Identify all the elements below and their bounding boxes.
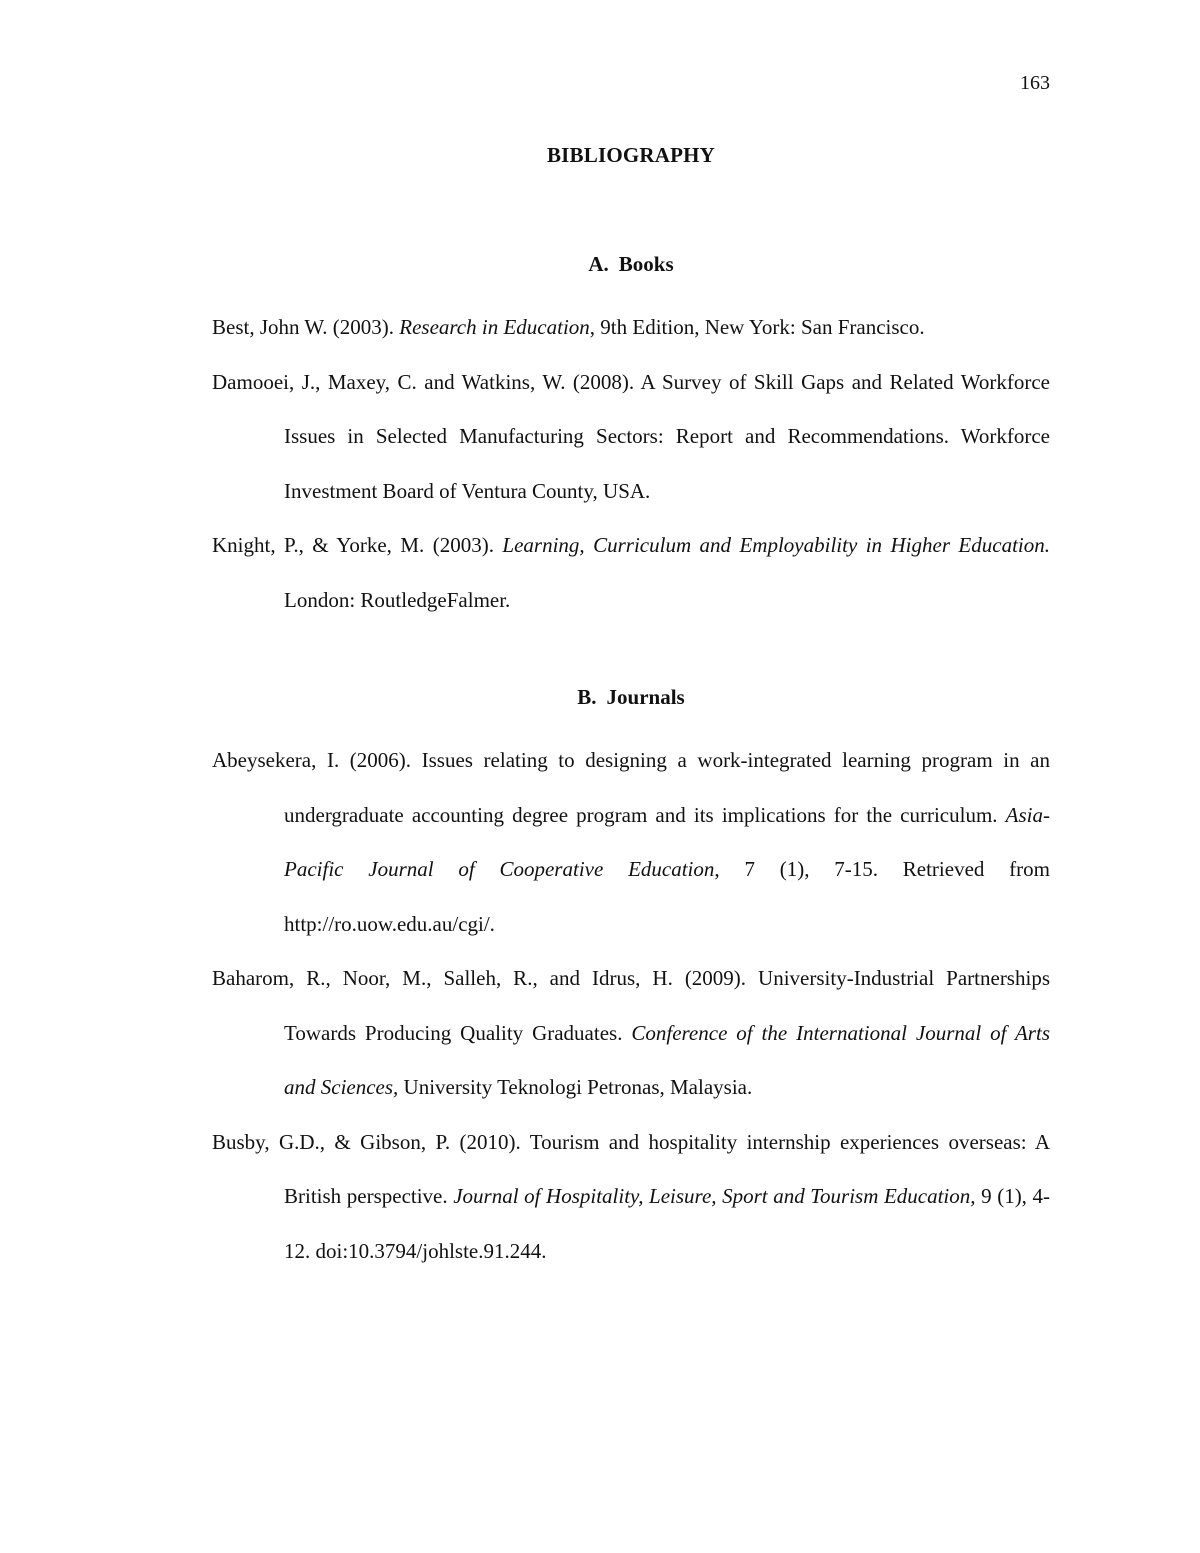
reference-text: University Teknologi Petronas, Malaysia. [398, 1075, 753, 1099]
reference-entry [212, 355, 1050, 519]
reference-text: Abeysekera, I. (2006). Issues relating to designing a work-integrated learning program in an undergraduate accounting degree program and its implications for the curriculum. [212, 748, 1050, 827]
reference-entry [212, 518, 1050, 627]
reference-text: Damooei, J., Maxey, C. and Watkins, W. (2008). A Survey of Skill Gaps and Related Workforce Issues in Selected Manufacturing Sectors: Report and Recommendations. Workforce Investment Board of Ventura County, USA. [212, 369, 1050, 503]
reference-entry [212, 951, 1050, 1115]
page-title: BIBLIOGRAPHY [546, 143, 716, 167]
reference-text: Best, John W. (2003). [212, 315, 400, 339]
reference-text: Knight, P., & Yorke, M. (2003). [212, 533, 503, 557]
reference-text: London: RoutledgeFalmer. [284, 587, 511, 612]
section-number: A. [588, 252, 609, 276]
section-heading-journals [0, 685, 1200, 710]
reference-title-italic: Research in Education [399, 315, 590, 339]
section-number: B. [577, 685, 597, 709]
page-number: 163 [1020, 72, 1050, 94]
reference-text: , 9th Edition, New York: San Francisco. [589, 315, 925, 339]
reference-title-italic: Asia-Pacific Journal of Cooperative Education [284, 802, 1050, 881]
section-heading-books [0, 252, 1200, 277]
reference-entry [212, 1115, 1050, 1279]
reference-entry [212, 733, 1050, 951]
reference-title-italic: Conference of the International Journal of Arts and Sciences, [284, 1020, 1050, 1099]
reference-title-italic: Journal of Hospitality, Leisure, Sport and Tourism Education, [453, 1184, 976, 1208]
section-title: Books [618, 252, 674, 276]
reference-text: Busby, G.D., & Gibson, P. (2010). Tourism and hospitality internship experiences overseas: A British perspective. [212, 1129, 1050, 1208]
reference-entry [212, 300, 1050, 355]
reference-text: 9 (1), 4-12. doi:10.3794/johlste.91.244. [284, 1184, 1051, 1263]
section-title: Journals [606, 685, 685, 709]
reference-text: , 7 (1), 7-15. Retrieved from http://ro.uow.edu.au/cgi/. [284, 857, 1051, 936]
reference-title-italic: Learning, Curriculum and Employability in Higher Education. [502, 533, 1050, 557]
books-reference-list [212, 300, 1050, 627]
reference-text: Baharom, R., Noor, M., Salleh, R., and Idrus, H. (2009). University-Industrial Partnerships Towards Producing Quality Graduates. [212, 966, 1050, 1045]
journals-reference-list [212, 733, 1050, 1278]
